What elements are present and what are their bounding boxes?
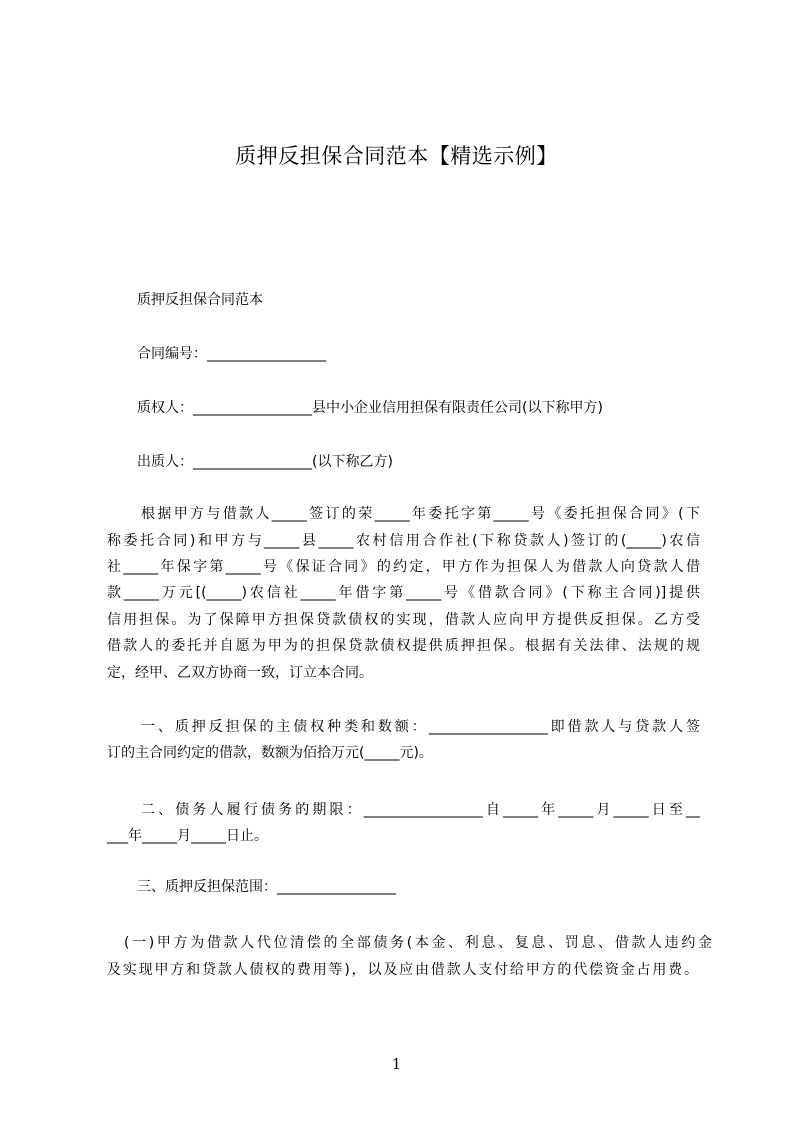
clause-3-item-1-line-2: 及实现甲方和贷款人债权的费用等)，以及应由借款人支付给甲方的代偿资金占用费。	[107, 962, 698, 978]
preamble-line-7: 定，经甲、乙双方协商一致，订立本合同。	[107, 665, 373, 681]
clause-2-line-1: 二、债务人履行债务的期限：_________________自_____年_____月_____日至__	[141, 802, 700, 818]
preamble-line-3: 社_____年保字第_____号《保证合同》的约定，甲方作为担保人为借款人向贷款人借	[107, 559, 700, 575]
document-title: 质押反担保合同范本【精选示例】	[235, 144, 558, 168]
preamble-line-1: 根据甲方与借款人_____签订的荣_____年委托字第_____号《委托担保合同》(下	[141, 506, 700, 522]
clause-1-line-2: 订的主合同约定的借款，数额为佰拾万元(_____元)。	[107, 745, 433, 761]
clause-1-line-1: 一、质押反担保的主债权种类和数额：_________________即借款人与贷款人签	[141, 719, 700, 735]
contract-number-field: 合同编号：_________________	[137, 346, 326, 362]
clause-2-line-2: ___年_____月_____日止。	[107, 828, 268, 844]
clause-3-item-1-line-1: (一)甲方为借款人代位清偿的全部债务(本金、利息、复息、罚息、借款人违约金	[124, 935, 712, 951]
preamble-line-2: 称委托合同)和甲方与_____县_____农村信用合作社(下称贷款人)签订的(_____)农信	[107, 533, 700, 549]
pledgee-line: 质权人：_________________县中小企业信用担保有限责任公司(以下称甲方)	[137, 400, 603, 416]
clause-3-line: 三、质押反担保范围：_________________	[137, 879, 396, 895]
page-number: 1	[391, 1055, 402, 1073]
contract-subtitle: 质押反担保合同范本	[137, 292, 263, 308]
pledgor-line: 出质人：_________________(以下称乙方)	[137, 454, 393, 470]
preamble-line-5: 信用担保。为了保障甲方担保贷款债权的实现，借款人应向甲方提供反担保。乙方受	[107, 612, 700, 628]
preamble-line-4: 款_____万元[(_____)农信社_____年借字第_____号《借款合同》(下称主合同)]提供	[107, 585, 700, 601]
preamble-line-6: 借款人的委托并自愿为甲为的担保贷款债权提供质押担保。根据有关法律、法规的规	[107, 638, 700, 654]
